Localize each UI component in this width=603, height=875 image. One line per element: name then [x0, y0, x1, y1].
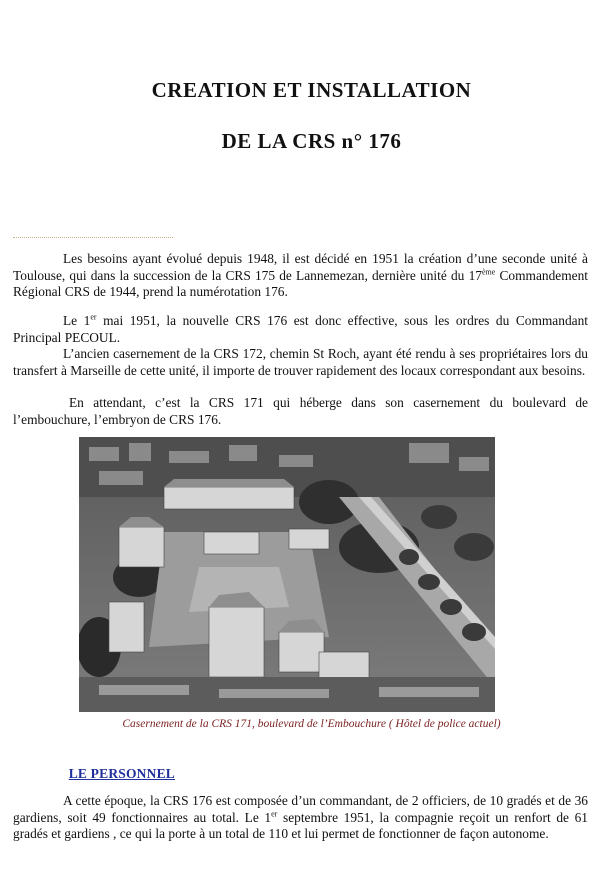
superscript: er [271, 809, 278, 819]
paragraph-text: mai 1951, la nouvelle CRS 176 est donc effective, sous les ordres du Commandant Principal PECOUL. [13, 313, 588, 345]
paragraph-text: L’ancien casernement de la CRS 172, chemin St Roch, ayant été rendu à ses propriétaires lors du transfert à Marseille de cette unité, il importe de trouver rapidement des locaux correspondant aux besoins. [13, 346, 588, 378]
document-title-line-1: CREATION ET INSTALLATION [151, 78, 472, 102]
paragraph-text: Le 1 [63, 313, 91, 328]
document-title-line-2: DE LA CRS n° 176 [221, 129, 402, 153]
paragraph-text: En attendant, c’est la CRS 171 qui héberge dans son casernement du boulevard de l’embouchure, l’embryon de CRS 176. [13, 395, 588, 427]
paragraph-en-attendant [13, 395, 588, 428]
section-heading-personnel: LE PERSONNEL [68, 766, 175, 781]
paragraph-text: septembre 1951, la compagnie reçoit un renfort de 61 gradés et gardiens , ce qui la porte à un total de 110 et lui permet de fonctionner de façon autonome. [13, 809, 588, 841]
divider [13, 237, 173, 238]
paragraph-text: Les besoins ayant évolué depuis 1948, il est décidé en 1951 la création d’une seconde unité à Toulouse, qui dans la succession de la CRS 175 de Lannemezan, dernière unité du 17 [13, 251, 588, 283]
aerial-photo-casernement [79, 437, 495, 712]
paragraph-personnel [13, 793, 588, 843]
paragraph-besoins [13, 251, 588, 301]
paragraph-ancien-casernement [13, 346, 588, 379]
paragraph-text: Commandement Régional CRS de 1944, prend la numérotation 176. [13, 267, 588, 299]
superscript: ème [481, 267, 496, 277]
paragraph-text: A cette époque, la CRS 176 est composée d’un commandant, de 2 officiers, de 10 gradés et de 36 gardiens, soit 49 fonctionnaires au total. Le 1 [13, 793, 588, 825]
photo-caption: Casernement de la CRS 171, boulevard de l’Embouchure ( Hôtel de police actuel) [122, 718, 501, 730]
superscript: er [90, 312, 97, 322]
paragraph-mai-1951 [13, 313, 588, 346]
